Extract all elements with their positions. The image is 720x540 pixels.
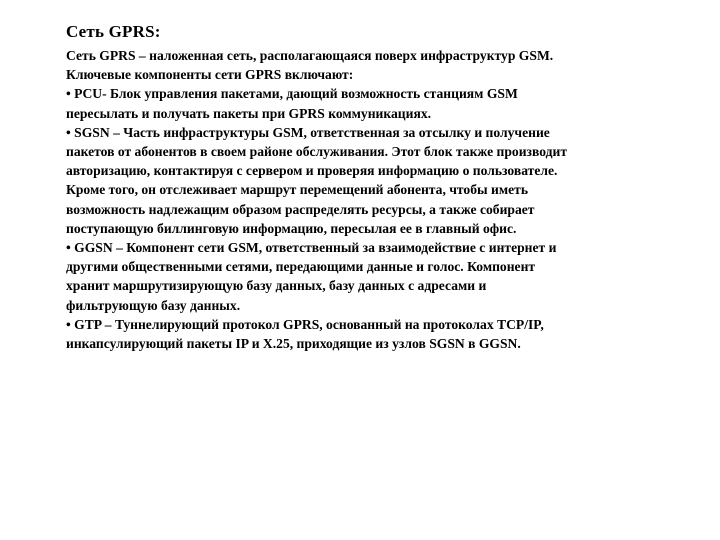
text-line: фильтрующую базу данных. — [66, 297, 241, 313]
sgsn-paragraph — [66, 123, 666, 238]
text-line: Кроме того, он отслеживает маршрут перемещений абонента, чтобы иметь — [66, 182, 529, 198]
slide-body — [66, 46, 666, 353]
ggsn-paragraph — [66, 238, 666, 315]
text-line: Сеть GPRS – наложенная сеть, располагающаяся поверх инфраструктур GSM. — [66, 48, 554, 63]
text-line: • GTP – Туннелирующий протокол GPRS, основанный на протоколах TCP/IP, — [66, 316, 544, 332]
text-line: • PCU- Блок управления пакетами, дающий возможность станциям GSM — [66, 86, 518, 102]
text-line: пересылать и получать пакеты при GPRS коммуникациях. — [66, 105, 432, 121]
text-line: поступающую биллинговую информацию, пересылая ее в главный офис. — [66, 220, 517, 236]
text-line: другими общественными сетями, передающими данные и голос. Компонент — [66, 259, 536, 275]
text-line: • SGSN – Часть инфраструктуры GSM, ответственная за отсылку и получение — [66, 124, 550, 140]
slide-title: Сеть GPRS: — [66, 22, 161, 41]
text-line: хранит маршрутизирующую базу данных, базу данных с адресами и — [66, 278, 487, 294]
gtp-paragraph — [66, 315, 666, 353]
text-line: Ключевые компоненты сети GPRS включают: — [66, 67, 354, 83]
text-line: • GGSN – Компонент сети GSM, ответственный за взаимодействие с интернет и — [66, 240, 557, 256]
text-line: пакетов от абонентов в своем районе обслуживания. Этот блок также производит — [66, 144, 568, 160]
pcu-paragraph — [66, 84, 666, 122]
text-line: возможность надлежащим образом распределять ресурсы, а также собирает — [66, 201, 535, 217]
intro-paragraph — [66, 46, 666, 84]
text-line: авторизацию, контактируя с сервером и проверяя информацию о пользователе. — [66, 163, 558, 179]
text-line: инкапсулирующий пакеты IP и X.25, приходящие из узлов SGSN в GGSN. — [66, 336, 521, 352]
